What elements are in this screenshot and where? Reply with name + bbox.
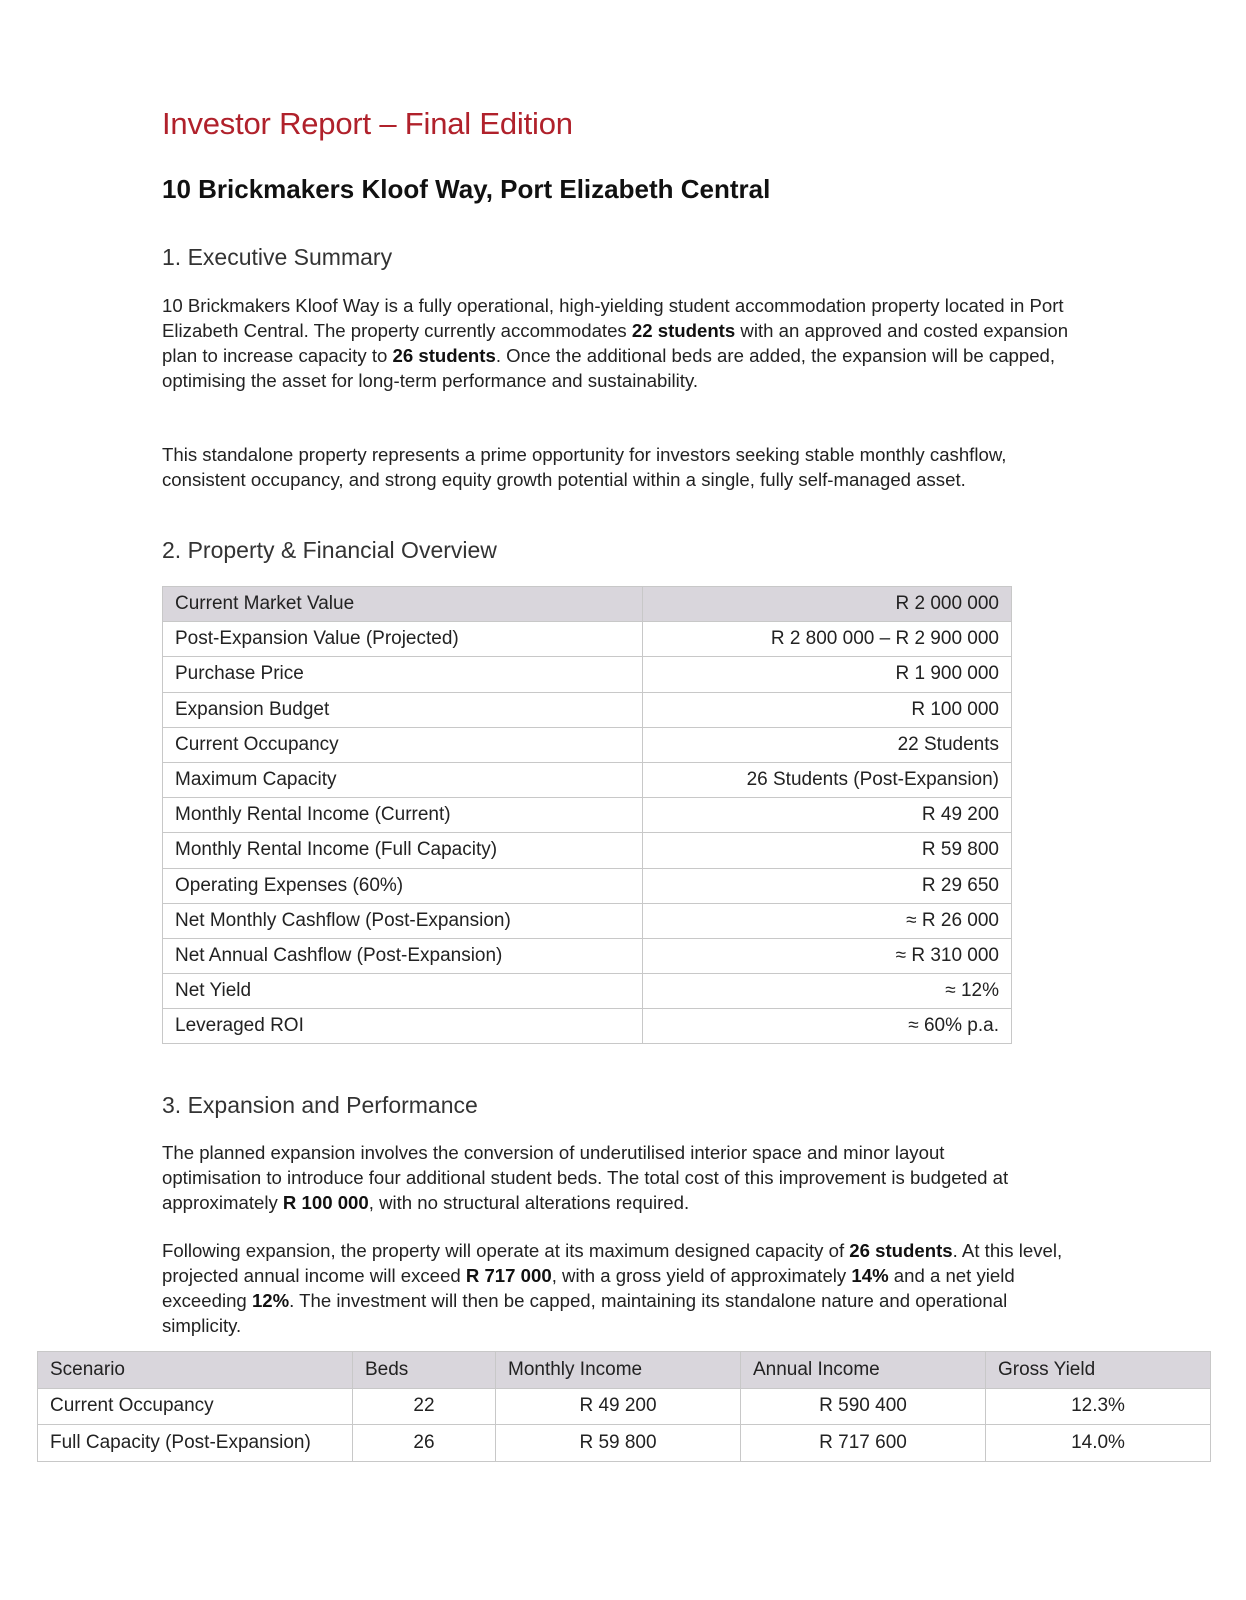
row-value: R 100 000: [643, 692, 1012, 727]
row-value: ≈ R 26 000: [643, 903, 1012, 938]
text: . Once the additional beds are added, the expansion will be capped, optimising the asset for long-term performance and sustainability.: [162, 345, 1056, 391]
row-value: ≈ R 310 000: [643, 938, 1012, 973]
table-row: [163, 903, 1012, 938]
row-label: Current Occupancy: [163, 727, 643, 762]
section-heading-financial-overview: 2. Property & Financial Overview: [162, 537, 497, 563]
bold-text: 26 students: [392, 345, 496, 366]
row-label: Monthly Rental Income (Current): [163, 798, 643, 833]
row-label: Leveraged ROI: [163, 1009, 643, 1044]
row-label: Monthly Rental Income (Full Capacity): [163, 833, 643, 868]
table-row: [163, 1009, 1012, 1044]
report-title: Investor Report – Final Edition: [162, 106, 573, 141]
executive-summary-paragraph-1: [162, 293, 1082, 393]
table-row: [163, 798, 1012, 833]
row-value: R 2 000 000: [643, 587, 1012, 622]
table-row: [163, 974, 1012, 1009]
text: , with no structural alterations required.: [368, 1192, 690, 1213]
row-value: R 49 200: [643, 798, 1012, 833]
row-value: R 59 800: [643, 833, 1012, 868]
financial-overview-table: [162, 586, 1012, 1044]
scenario-table: [37, 1351, 1211, 1462]
row-value: R 2 800 000 – R 2 900 000: [643, 622, 1012, 657]
bold-text: R 100 000: [282, 1192, 369, 1213]
table-row: [163, 692, 1012, 727]
row-value: ≈ 12%: [643, 974, 1012, 1009]
table-row: [38, 1388, 1211, 1425]
row-value: 22 Students: [643, 727, 1012, 762]
executive-summary-paragraph-2: This standalone property represents a prime opportunity for investors seeking stable monthly cashflow, consistent occupancy, and strong equity growth potential within a single, fully self-managed asset.: [162, 444, 1007, 490]
column-header-annual-income: Annual Income: [741, 1352, 986, 1389]
row-label: Operating Expenses (60%): [163, 868, 643, 903]
monthly-income-cell: R 59 800: [496, 1425, 741, 1462]
table-row: [163, 622, 1012, 657]
monthly-income-cell: R 49 200: [496, 1388, 741, 1425]
column-header-monthly-income: Monthly Income: [496, 1352, 741, 1389]
text: . The investment will then be capped, maintaining its standalone nature and operational simplicity.: [162, 1290, 1008, 1336]
bold-text: 14%: [851, 1265, 889, 1286]
expansion-paragraph-1: [162, 1140, 1042, 1215]
column-header-scenario: Scenario: [38, 1352, 353, 1389]
expansion-paragraph-2: [162, 1238, 1077, 1338]
text: . At this level, projected annual income will exceed: [162, 1240, 1063, 1286]
bold-text: 12%: [251, 1290, 290, 1311]
table-header-row: [38, 1352, 1211, 1389]
text: The planned expansion involves the conversion of underutilised interior space and minor layout optimisation to introduce four additional student beds. The total cost of this improvement is budgeted at approximately: [162, 1142, 1009, 1213]
row-value: R 1 900 000: [643, 657, 1012, 692]
table-row: [38, 1425, 1211, 1462]
table-row: [163, 657, 1012, 692]
row-label: Current Market Value: [163, 587, 643, 622]
scenario-cell: Current Occupancy: [38, 1388, 353, 1425]
section-heading-expansion-performance: 3. Expansion and Performance: [162, 1092, 478, 1118]
property-address-heading: 10 Brickmakers Kloof Way, Port Elizabeth Central: [162, 174, 771, 204]
beds-cell: 26: [353, 1425, 496, 1462]
text: and a net yield exceeding: [162, 1265, 1015, 1311]
column-header-gross-yield: Gross Yield: [986, 1352, 1211, 1389]
row-value: ≈ 60% p.a.: [643, 1009, 1012, 1044]
text: 10 Brickmakers Kloof Way is a fully operational, high-yielding student accommodation property located in Port Elizabeth Central. The property currently accommodates: [162, 295, 1064, 341]
row-value: 26 Students (Post-Expansion): [643, 762, 1012, 797]
gross-yield-cell: 14.0%: [986, 1425, 1211, 1462]
gross-yield-cell: 12.3%: [986, 1388, 1211, 1425]
table-row: [163, 762, 1012, 797]
table-row: [163, 868, 1012, 903]
column-header-beds: Beds: [353, 1352, 496, 1389]
text: , with a gross yield of approximately: [551, 1265, 852, 1286]
beds-cell: 22: [353, 1388, 496, 1425]
row-label: Post-Expansion Value (Projected): [163, 622, 643, 657]
annual-income-cell: R 590 400: [741, 1388, 986, 1425]
bold-text: 26 students: [849, 1240, 953, 1261]
row-label: Expansion Budget: [163, 692, 643, 727]
section-heading-executive-summary: 1. Executive Summary: [162, 244, 393, 270]
table-row: [163, 938, 1012, 973]
row-label: Net Monthly Cashflow (Post-Expansion): [163, 903, 643, 938]
row-label: Net Annual Cashflow (Post-Expansion): [163, 938, 643, 973]
table-row: [163, 727, 1012, 762]
scenario-cell: Full Capacity (Post-Expansion): [38, 1425, 353, 1462]
text: with an approved and costed expansion plan to increase capacity to: [162, 320, 1069, 366]
text: Following expansion, the property will operate at its maximum designed capacity of: [162, 1240, 850, 1261]
bold-text: 22 students: [631, 320, 736, 341]
bold-text: R 717 000: [465, 1265, 552, 1286]
table-row: [163, 833, 1012, 868]
row-label: Maximum Capacity: [163, 762, 643, 797]
table-row: [163, 587, 1012, 622]
row-label: Purchase Price: [163, 657, 643, 692]
row-label: Net Yield: [163, 974, 643, 1009]
annual-income-cell: R 717 600: [741, 1425, 986, 1462]
row-value: R 29 650: [643, 868, 1012, 903]
